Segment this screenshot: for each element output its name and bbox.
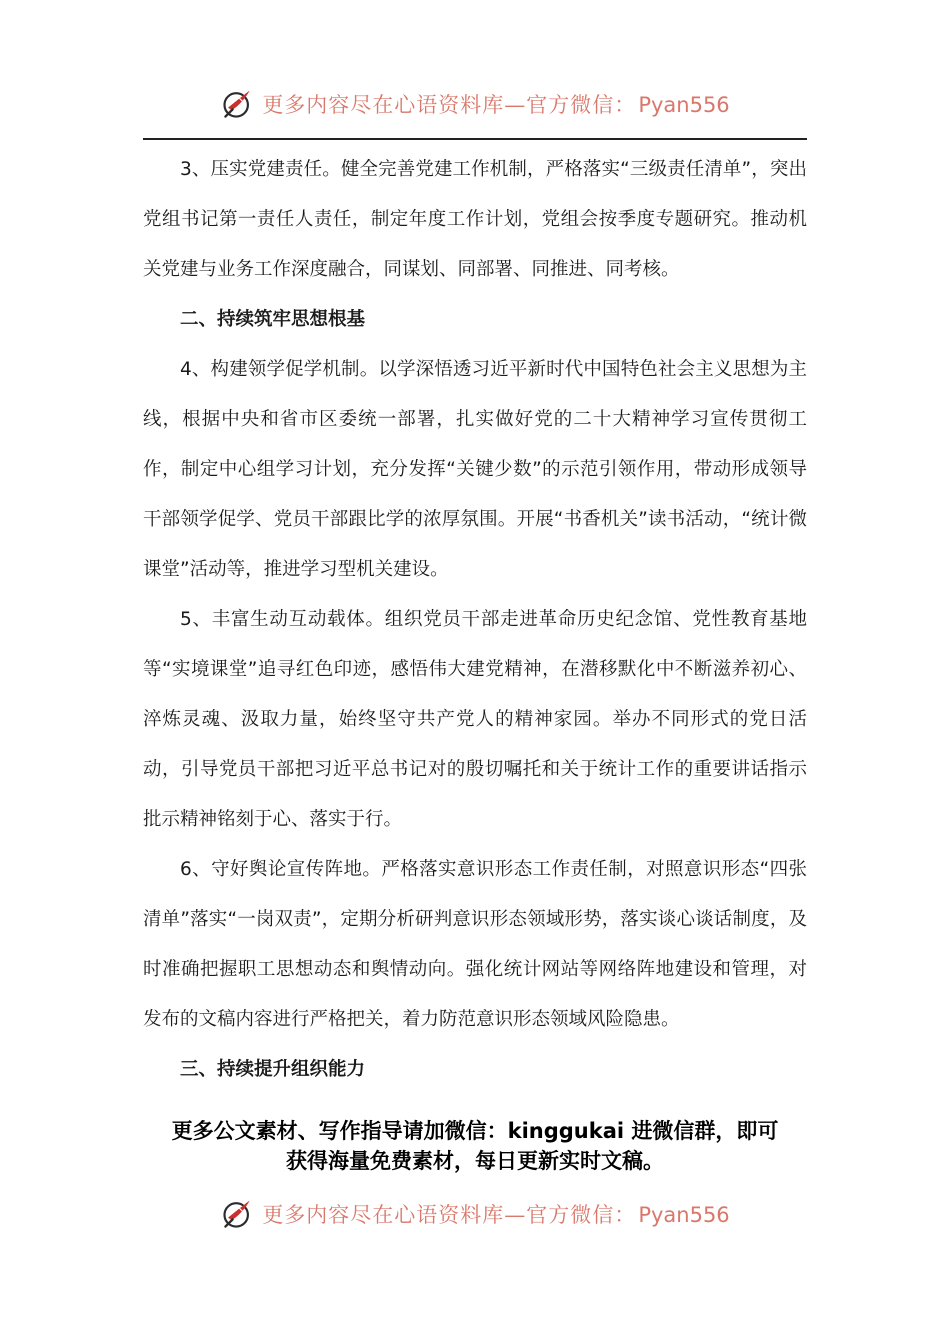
- paragraph-3: 3、压实党建责任。健全完善党建工作机制，严格落实“三级责任清单”，突出党组书记第一责任人责任，制定年度工作计划，党组会按季度专题研究。推动机关党建与业务工作深度融合，同谋划、同部署、同推进、同考核。: [143, 159, 807, 280]
- header-divider: [143, 138, 807, 140]
- paragraph-5: 5、丰富生动互动载体。组织党员干部走进革命历史纪念馆、党性教育基地等“实境课堂”追寻红色印迹，感悟伟大建党精神，在潜移默化中不断滋养初心、淬炼灵魂、汲取力量，始终坚守共产党人的精神家园。举办不同形式的党日活动，引导党员干部把习近平总书记对的殷切嘱托和关于统计工作的重要讲话指示批示精神铭刻于心、落实于行。: [143, 609, 807, 830]
- footer-banner: [0, 1192, 950, 1236]
- header-banner-text: 更多内容尽在心语资料库—官方微信：Pyan556: [262, 93, 730, 117]
- header-banner: [0, 82, 950, 126]
- section-heading-3: 三、持续提升组织能力: [180, 1059, 366, 1080]
- promo-line-2: 获得海量免费素材，每日更新实时文稿。: [286, 1149, 664, 1173]
- header-wechat-id: Pyan556: [638, 93, 730, 117]
- quill-pen-logo-icon: [220, 1196, 256, 1232]
- footer-banner-text: 更多内容尽在心语资料库—官方微信：Pyan556: [262, 1203, 730, 1227]
- paragraph-6: 6、守好舆论宣传阵地。严格落实意识形态工作责任制，对照意识形态“四张清单”落实“一岗双责”，定期分析研判意识形态领域形势，落实谈心谈话制度，及时准确把握职工思想动态和舆情动向。强化统计网站等网络阵地建设和管理，对发布的文稿内容进行严格把关，着力防范意识形态领域风险隐患。: [143, 859, 807, 1030]
- document-body: [143, 145, 807, 1095]
- promo-line-1: 更多公文素材、写作指导请加微信：kinggukai 进微信群，即可: [171, 1119, 779, 1143]
- footer-wechat-id: Pyan556: [638, 1203, 730, 1227]
- promo-notice: [143, 1116, 807, 1176]
- quill-pen-logo-icon: [220, 86, 256, 122]
- section-heading-2: 二、持续筑牢思想根基: [180, 309, 366, 330]
- paragraph-4: 4、构建领学促学机制。以学深悟透习近平新时代中国特色社会主义思想为主线，根据中央和省市区委统一部署，扎实做好党的二十大精神学习宣传贯彻工作，制定中心组学习计划，充分发挥“关键少数”的示范引领作用，带动形成领导干部领学促学、党员干部跟比学的浓厚氛围。开展“书香机关”读书活动，“统计微课堂”活动等，推进学习型机关建设。: [143, 359, 807, 580]
